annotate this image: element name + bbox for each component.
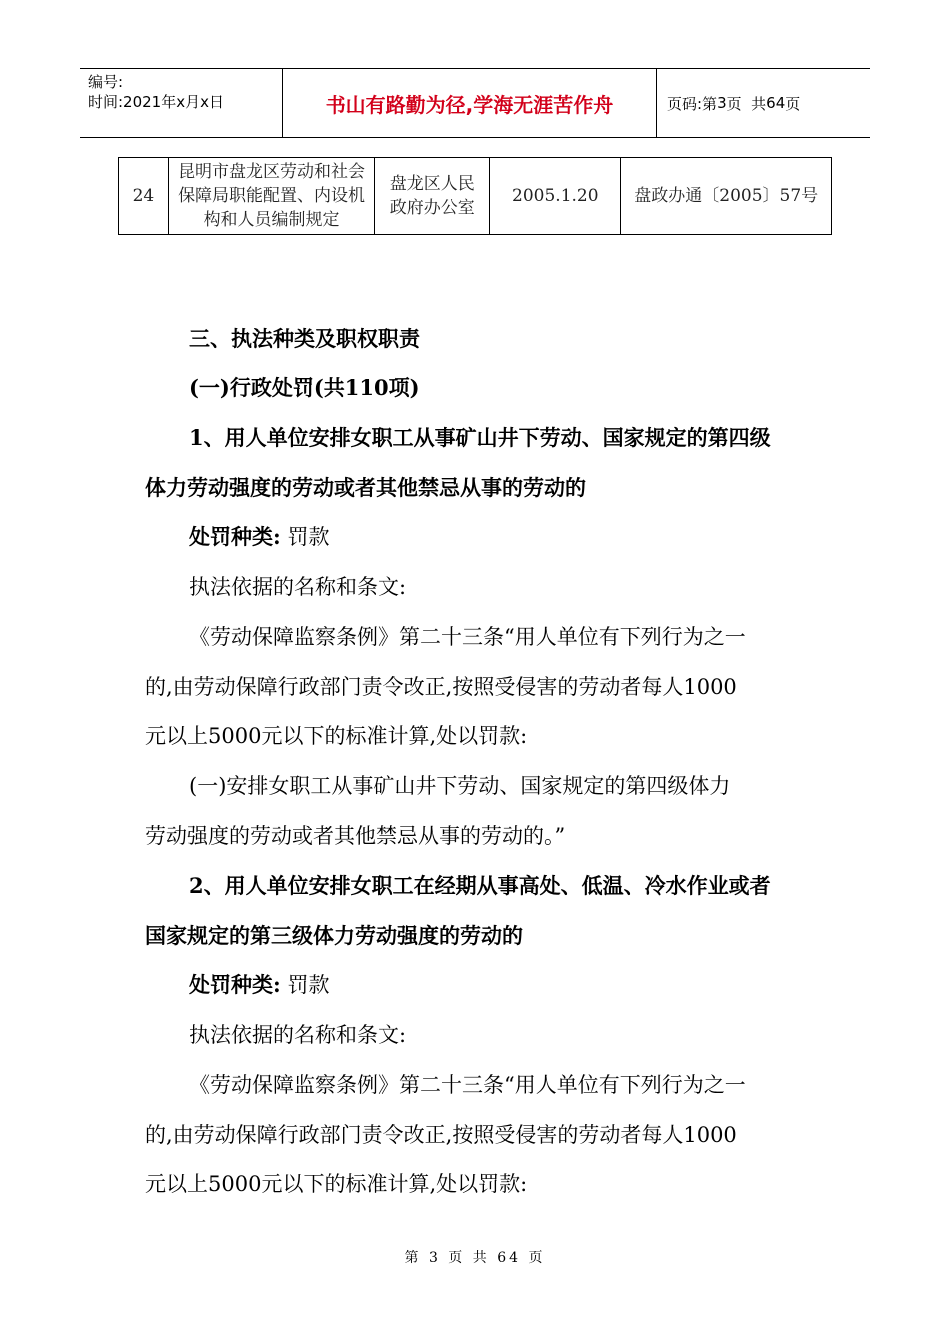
basis1-line5: 劳动强度的劳动或者其他禁忌从事的劳动的。”: [145, 824, 566, 848]
header-page-info: [657, 69, 880, 137]
page-number: 3: [717, 94, 727, 112]
section-title: 三、执法种类及职权职责: [189, 326, 420, 351]
basis-label-2: 执法依据的名称和条文:: [189, 1023, 407, 1047]
item1-title-line2: 体力劳动强度的劳动或者其他禁忌从事的劳动的: [145, 475, 586, 500]
penalty-label: 处罚种类:: [189, 972, 281, 997]
item1-title-line1: 1、用人单位安排女职工从事矿山井下劳动、国家规定的第四级: [189, 425, 771, 450]
penalty-value: 罚款: [287, 973, 330, 997]
basis2-line2: 的,由劳动保障行政部门责令改正,按照受侵害的劳动者每人1000: [145, 1123, 737, 1147]
regulation-table: [118, 157, 832, 235]
penalty-type-2: [189, 969, 329, 999]
header-motto: 书山有路勤为径,学海无涯苦作舟: [283, 69, 657, 137]
cell-date: 2005.1.20: [490, 158, 621, 235]
item2-title-line1: 2、用人单位安排女职工在经期从事高处、低温、冷水作业或者: [189, 873, 771, 898]
basis1-line2: 的,由劳动保障行政部门责令改正,按照受侵害的劳动者每人1000: [145, 675, 737, 699]
page-header: [80, 68, 870, 138]
time-label: 时间:2021年x月x日: [88, 93, 224, 111]
basis1-line3: 元以上5000元以下的标准计算,处以罚款:: [145, 724, 528, 748]
number-label: 编号:: [88, 73, 124, 91]
basis1-line4: (一)安排女职工从事矿山井下劳动、国家规定的第四级体力: [189, 774, 731, 798]
cell-issuer: 盘龙区人民政府办公室: [375, 158, 490, 235]
cell-name: 昆明市盘龙区劳动和社会保障局职能配置、内设机构和人员编制规定: [168, 158, 374, 235]
page-total: 64: [766, 94, 786, 112]
cell-doc-number: 盘政办通〔2005〕57号: [621, 158, 832, 235]
basis1-line1: 《劳动保障监察条例》第二十三条“用人单位有下列行为之一: [189, 625, 746, 649]
penalty-label: 处罚种类:: [189, 524, 281, 549]
page-footer: 第 3 页 共 64 页: [404, 1250, 546, 1266]
page-mid: 页 共: [726, 94, 767, 113]
table-row: [119, 158, 832, 235]
cell-number: 24: [119, 158, 169, 235]
penalty-value: 罚款: [287, 525, 330, 549]
item2-title-line2: 国家规定的第三级体力劳动强度的劳动的: [145, 923, 523, 948]
basis2-line1: 《劳动保障监察条例》第二十三条“用人单位有下列行为之一: [189, 1073, 746, 1097]
basis2-line3: 元以上5000元以下的标准计算,处以罚款:: [145, 1172, 528, 1196]
subsection-title: (一)行政处罚(共110项): [189, 375, 420, 400]
page-suffix: 页: [785, 94, 801, 113]
header-meta: [80, 69, 283, 137]
penalty-type-1: [189, 521, 329, 551]
basis-label-1: 执法依据的名称和条文:: [189, 575, 407, 599]
page-prefix: 页码:第: [667, 94, 718, 113]
